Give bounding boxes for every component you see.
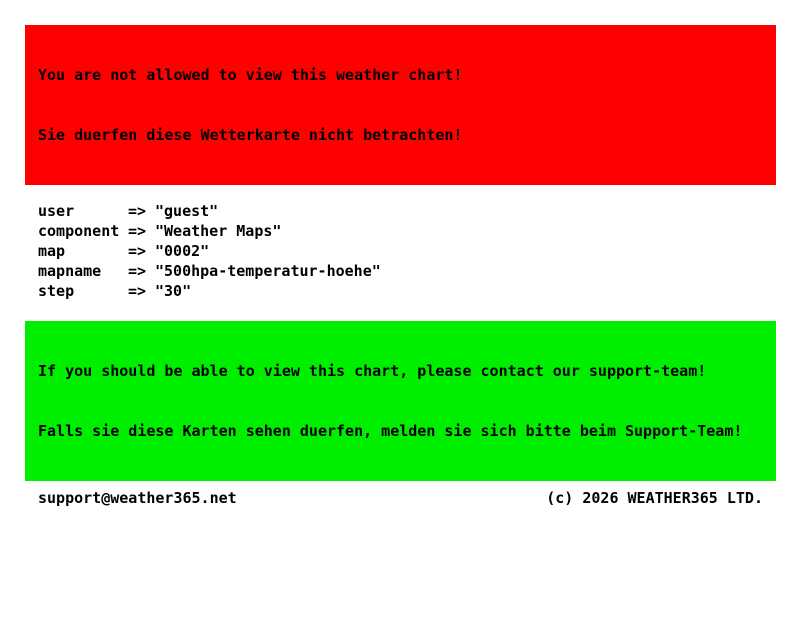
request-detail-value: "30": [155, 282, 192, 300]
access-denied-message-de: Sie duerfen diese Wetterkarte nicht betrachten!: [38, 126, 463, 144]
access-denied-message-en: You are not allowed to view this weather chart!: [38, 66, 463, 84]
support-email: support@weather365.net: [38, 489, 237, 507]
request-detail-value: "500hpa-temperatur-hoehe": [155, 262, 381, 280]
access-denied-banner: [25, 25, 776, 185]
request-detail-row: [38, 221, 763, 241]
request-detail-key: map: [38, 242, 66, 260]
request-detail-arrow: =>: [128, 262, 147, 280]
support-info-banner: [25, 321, 776, 481]
request-detail-key: mapname: [38, 262, 102, 280]
request-detail-value: "guest": [155, 202, 219, 220]
request-detail-key: component: [38, 222, 120, 240]
footer: [38, 488, 763, 508]
request-detail-row: [38, 241, 763, 261]
request-detail-arrow: =>: [128, 202, 147, 220]
support-info-message-en: If you should be able to view this chart, please contact our support-team!: [38, 362, 707, 380]
request-detail-arrow: =>: [128, 242, 147, 260]
request-detail-key: step: [38, 282, 75, 300]
request-detail-row: [38, 261, 763, 281]
support-info-message-de: Falls sie diese Karten sehen duerfen, melden sie sich bitte beim Support-Team!: [38, 422, 743, 440]
error-page: [25, 25, 776, 508]
copyright-notice: (c) 2026 WEATHER365 LTD.: [546, 489, 763, 507]
request-detail-row: [38, 281, 763, 301]
request-detail-arrow: =>: [128, 222, 147, 240]
request-detail-row: [38, 201, 763, 221]
request-detail-value: "Weather Maps": [155, 222, 282, 240]
request-detail-key: user: [38, 202, 75, 220]
request-detail-value: "0002": [155, 242, 210, 260]
request-details: [38, 201, 763, 301]
request-detail-arrow: =>: [128, 282, 147, 300]
